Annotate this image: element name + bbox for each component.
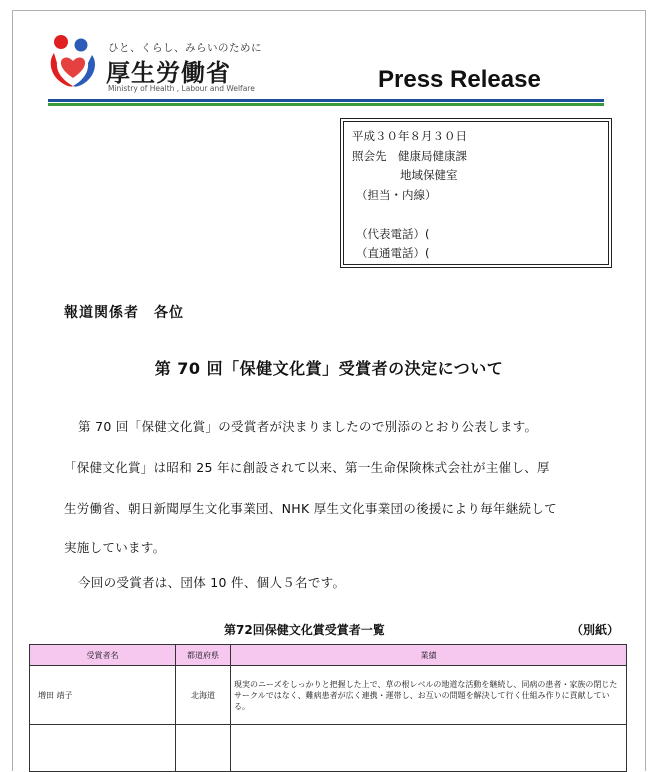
- paragraph-2-line-1: 「保健文化賞」は昭和 25 年に創設されて以来、第一生命保険株式会社が主催し、厚: [64, 460, 550, 475]
- column-header-achievement: 業績: [231, 645, 627, 666]
- main-phone: （代表電話）(: [356, 226, 430, 241]
- paragraph-2-line-3: 実施しています。: [64, 540, 166, 555]
- awardees-table: [29, 644, 627, 772]
- document-title: 第 70 回「保健文化賞」受賞者の決定について: [154, 359, 504, 378]
- release-date: 平成３０年８月３０日: [352, 129, 467, 143]
- paragraph-2-line-2: 生労働省、朝日新聞厚生文化事業団、NHK 厚生文化事業団の後援により毎年継続して: [64, 501, 557, 516]
- table-row: [30, 666, 627, 725]
- table-row-partial: [30, 725, 627, 772]
- awardee-prefecture: 北海道: [176, 666, 231, 725]
- paragraph-1: 第 70 回「保健文化賞」の受賞者が決まりましたので別添のとおり公表します。: [78, 419, 538, 434]
- person-line: （担当・内線）: [356, 187, 437, 202]
- annex-note: （別紙）: [571, 623, 620, 637]
- column-header-name: 受賞者名: [30, 645, 176, 666]
- paragraph-3: 今回の受賞者は、団体 10 件、個人５名です。: [78, 575, 346, 590]
- press-release-heading: Press Release: [378, 66, 541, 93]
- ministry-tagline: ひと、くらし、みらいのために: [108, 42, 262, 54]
- direct-phone: （直通電話）(: [356, 246, 430, 260]
- ministry-name: 厚生労働省: [106, 59, 231, 87]
- header-rule-blue: [48, 99, 604, 102]
- awardee-name: 増田 靖子: [30, 666, 176, 725]
- contact-box: [343, 121, 609, 265]
- awardee-achievement: 現実のニーズをしっかりと把握した上で、草の根レベルの地道な活動を継続し、同病の患者・家族の閉じたサークルではなく、難病患者が広く連携・運帯し、お互いの問題を解決して行く仕組み作りに貢献している。: [231, 666, 627, 725]
- blank-line: [352, 205, 608, 225]
- inquiry-line: [352, 147, 608, 167]
- header-rule-green: [48, 103, 604, 106]
- column-header-prefecture: 都道府県: [176, 645, 231, 666]
- ministry-logo: [48, 33, 98, 89]
- section: 地域保健室: [400, 168, 458, 182]
- department: 健康局健康課: [398, 148, 467, 163]
- table-header-row: [30, 645, 627, 666]
- inquiry-label: 照会先: [352, 148, 387, 163]
- annex-title: 第72回保健文化賞受賞者一覧: [224, 623, 385, 637]
- ministry-name-english: Ministry of Health , Labour and Welfare: [108, 84, 255, 93]
- addressee: 報道関係者 各位: [64, 305, 184, 321]
